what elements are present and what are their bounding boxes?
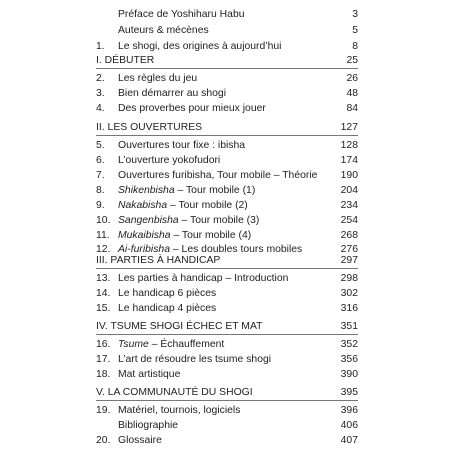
entry-title: Bien démarrer au shogi [118,88,227,99]
entry-title: L’art de résoudre les tsume shogi [118,354,272,365]
toc-entry-15 [96,302,358,316]
entry-page: 204 [340,185,358,196]
entry-number: 8. [96,185,105,196]
section-page: 395 [340,387,358,398]
entry-title: Ouvertures furibisha, Tour mobile – Théorie [118,170,318,181]
entry-title: L’ouverture yokofudori [118,155,221,166]
entry-title-italic: Shikenbisha [118,185,175,196]
entry-number: 9. [96,200,105,211]
toc-entry-4 [96,102,358,116]
entry-number: 13. [96,273,111,284]
section-heading-handicap [96,254,358,269]
entry-page: 174 [340,155,358,166]
entry-title: – Tour mobile (4) [170,230,252,241]
entry-page: 276 [340,244,358,255]
entry-title: Matériel, tournois, logiciels [118,405,241,416]
entry-title: Glossaire [118,435,162,446]
entry-title: Les parties à handicap – Introduction [118,273,289,284]
entry-title: – Les doubles tours mobiles [169,244,303,255]
entry-page: 396 [340,405,358,416]
entry-title: Ouvertures tour fixe : ibisha [118,140,246,151]
entry-number: 4. [96,103,105,114]
entry-page: 406 [340,420,358,431]
toc-entry-20 [96,434,358,448]
toc-entry-19 [96,404,358,418]
toc-entry-5 [96,139,358,153]
section-page: 127 [340,122,358,133]
toc-entry-8 [96,184,358,198]
entry-number: 3. [96,88,105,99]
toc-entry-2 [96,72,358,86]
entry-title-italic: Sangenbisha [118,215,179,226]
entry-number: 10. [96,215,111,226]
toc-entry-3 [96,87,358,101]
entry-title: Mat artistique [118,369,181,380]
entry-number: 7. [96,170,105,181]
entry-title: Auteurs & mécènes [118,25,209,36]
entry-number: 2. [96,73,105,84]
section-title: III. PARTIES À HANDICAP [96,255,221,266]
section-heading-debuter [96,54,358,69]
entry-page: 84 [346,103,358,114]
entry-title: – Tour mobile (1) [174,185,256,196]
section-page: 297 [340,255,358,266]
entry-number: 15. [96,303,111,314]
entry-number: 17. [96,354,111,365]
toc-entry-10 [96,214,358,228]
entry-page: 407 [340,435,358,446]
toc-entry-18 [96,368,358,382]
entry-title: Bibliographie [118,420,179,431]
entry-page: 3 [352,9,358,20]
entry-page: 356 [340,354,358,365]
section-heading-tsume-shogi [96,320,358,335]
entry-page: 254 [340,215,358,226]
entry-page: 390 [340,369,358,380]
section-title: II. LES OUVERTURES [96,122,203,133]
entry-title: – Échauffement [148,339,225,350]
entry-title-italic: Nakabisha [118,200,168,211]
entry-title: – Tour mobile (3) [178,215,260,226]
section-page: 25 [346,55,358,66]
entry-number: 1. [96,41,105,52]
section-title: IV. TSUME SHOGI ÉCHEC ET MAT [96,321,263,332]
entry-number: 14. [96,288,111,299]
entry-number: 11. [96,230,110,241]
entry-number: 5. [96,140,105,151]
section-title: I. DÉBUTER [96,55,155,66]
entry-page: 190 [340,170,358,181]
toc-entry-preface [96,8,358,22]
entry-number: 6. [96,155,105,166]
entry-page: 298 [340,273,358,284]
entry-page: 316 [340,303,358,314]
section-title: V. LA COMMUNAUTÉ DU SHOGI [96,387,253,398]
entry-page: 268 [340,230,358,241]
section-heading-ouvertures [96,121,358,136]
toc-entry-13 [96,272,358,286]
entry-title-italic: Tsume [118,339,149,350]
toc-entry-16 [96,338,358,352]
entry-title: Le handicap 4 pièces [118,303,217,314]
toc-entry-11 [96,229,358,243]
entry-number: 20. [96,435,111,446]
entry-page: 128 [340,140,358,151]
section-page: 351 [340,321,358,332]
section-heading-communaute [96,386,358,401]
entry-page: 48 [346,88,358,99]
entry-number: 18. [96,369,111,380]
entry-page: 234 [340,200,358,211]
entry-title: Le shogi, des origines à aujourd’hui [118,41,282,52]
entry-page: 352 [340,339,358,350]
entry-title-italic: Mukaibisha [118,230,171,241]
entry-number: 16. [96,339,111,350]
entry-number: 12. [96,244,111,255]
entry-title: Préface de Yoshiharu Habu [118,9,245,20]
entry-page: 8 [352,41,358,52]
toc-entry-bibliographie [96,419,358,433]
entry-title: Le handicap 6 pièces [118,288,217,299]
entry-title: Des proverbes pour mieux jouer [118,103,266,114]
toc-entry-6 [96,154,358,168]
toc-entry-1 [96,40,358,54]
entry-number: 19. [96,405,111,416]
entry-page: 26 [346,73,358,84]
entry-page: 5 [352,25,358,36]
toc-entry-17 [96,353,358,367]
entry-page: 302 [340,288,358,299]
toc-entry-9 [96,199,358,213]
toc-entry-auteurs [96,24,358,38]
entry-title: Les règles du jeu [118,73,198,84]
toc-entry-7 [96,169,358,183]
toc-entry-14 [96,287,358,301]
entry-title-italic: Ai-furibisha [118,244,170,255]
entry-title: – Tour mobile (2) [167,200,248,211]
